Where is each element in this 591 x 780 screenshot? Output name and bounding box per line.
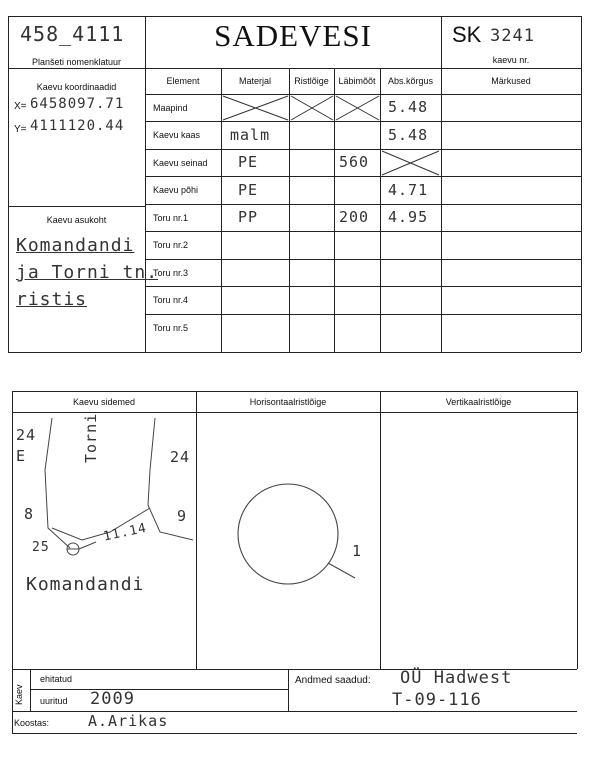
form-title: SADEVESI <box>214 18 372 53</box>
location-line-3: ristis <box>16 289 88 310</box>
coords-label: Kaevu koordinaadid <box>36 82 117 92</box>
uuritud-label: uuritud <box>40 696 68 706</box>
well-prefix: SK <box>452 22 482 47</box>
location-line-1: Komandandi <box>16 235 135 256</box>
location-label: Kaevu asukoht <box>46 215 107 225</box>
cell-labimoot: 560 <box>339 153 370 171</box>
cell-materjal: PP <box>238 208 259 226</box>
row-element: Maapind <box>153 103 188 113</box>
andmed-line-2: T-09-116 <box>392 690 482 710</box>
footer-mid-line <box>30 689 288 690</box>
footer-left-border <box>12 669 13 733</box>
horizontal-section <box>238 484 355 584</box>
row-element: Toru nr.3 <box>153 268 189 278</box>
cell-materjal: PE <box>238 181 259 199</box>
coord-y-prefix: Y= <box>14 124 27 135</box>
sketch-tr-code: 24 <box>170 448 191 466</box>
header-ristloige: Ristlõige <box>294 76 329 86</box>
sketch-street-bottom: Komandandi <box>26 574 145 595</box>
header-abs-korgus: Abs.kõrgus <box>387 76 434 86</box>
sketch-right-number: 9 <box>177 507 188 525</box>
row-element: Toru nr.1 <box>153 213 189 223</box>
sketch-left-number: 8 <box>24 505 35 523</box>
sketch-header-sidemed: Kaevu sidemed <box>72 397 136 407</box>
well-number: 3241 <box>490 26 535 46</box>
footer-kaev-divider <box>30 669 31 711</box>
cell-abs: 4.95 <box>388 208 429 226</box>
row-element: Toru nr.5 <box>153 323 189 333</box>
row-element: Kaevu seinad <box>153 158 208 168</box>
coord-x-prefix: X= <box>14 101 27 112</box>
header-labimoot: Läbimõõt <box>338 76 376 86</box>
kaev-label: Kaev <box>14 684 24 705</box>
sketch-header-vertikaal: Vertikaalristlõige <box>445 397 512 407</box>
cell-abs: 5.48 <box>388 126 429 144</box>
sketch-street-vertical: Torni <box>82 412 100 463</box>
sketch-tl-code: 24 <box>16 426 37 444</box>
uuritud-value: 2009 <box>90 689 135 709</box>
cell-labimoot: 200 <box>339 208 370 226</box>
coord-x-value: 6458097.71 <box>30 96 125 112</box>
header-markused: Märkused <box>491 76 531 86</box>
sketch-dimension: 11.14 <box>102 520 149 545</box>
cell-materjal: malm <box>230 126 271 144</box>
pipe-number: 1 <box>352 542 363 560</box>
sheet-number: 458_4111 <box>20 22 125 46</box>
andmed-label: Andmed saadud: <box>295 675 371 686</box>
row-element: Toru nr.4 <box>153 295 189 305</box>
cell-abs: 4.71 <box>388 181 429 199</box>
sketch-header-horisontaal: Horisontaalristlõige <box>249 397 327 407</box>
koostas-value: A.Arikas <box>88 712 169 730</box>
cell-abs: 5.48 <box>388 98 429 116</box>
location-line-2: ja Torni tn. <box>16 262 159 283</box>
sketch-tl-letter: E <box>16 447 27 465</box>
footer-koostas-line <box>12 733 577 734</box>
header-element: Element <box>166 76 200 86</box>
row-element: Kaevu põhi <box>153 185 199 195</box>
andmed-line-1: OÜ Hadwest <box>400 668 513 688</box>
koostas-label: Koostas: <box>14 718 50 728</box>
row-element: Kaevu kaas <box>153 130 201 140</box>
cell-materjal: PE <box>238 153 259 171</box>
sheet-label: Planšeti nomenklatuur <box>31 57 122 67</box>
well-label: kaevu nr. <box>492 55 530 65</box>
row-element: Toru nr.2 <box>153 240 189 250</box>
footer-mid-divider <box>288 669 289 711</box>
header-materjal: Materjal <box>238 76 271 86</box>
sketch-bottom-left-code: 25 <box>32 540 50 555</box>
coord-y-value: 4111120.44 <box>30 118 125 134</box>
ehitatud-label: ehitatud <box>40 674 73 684</box>
